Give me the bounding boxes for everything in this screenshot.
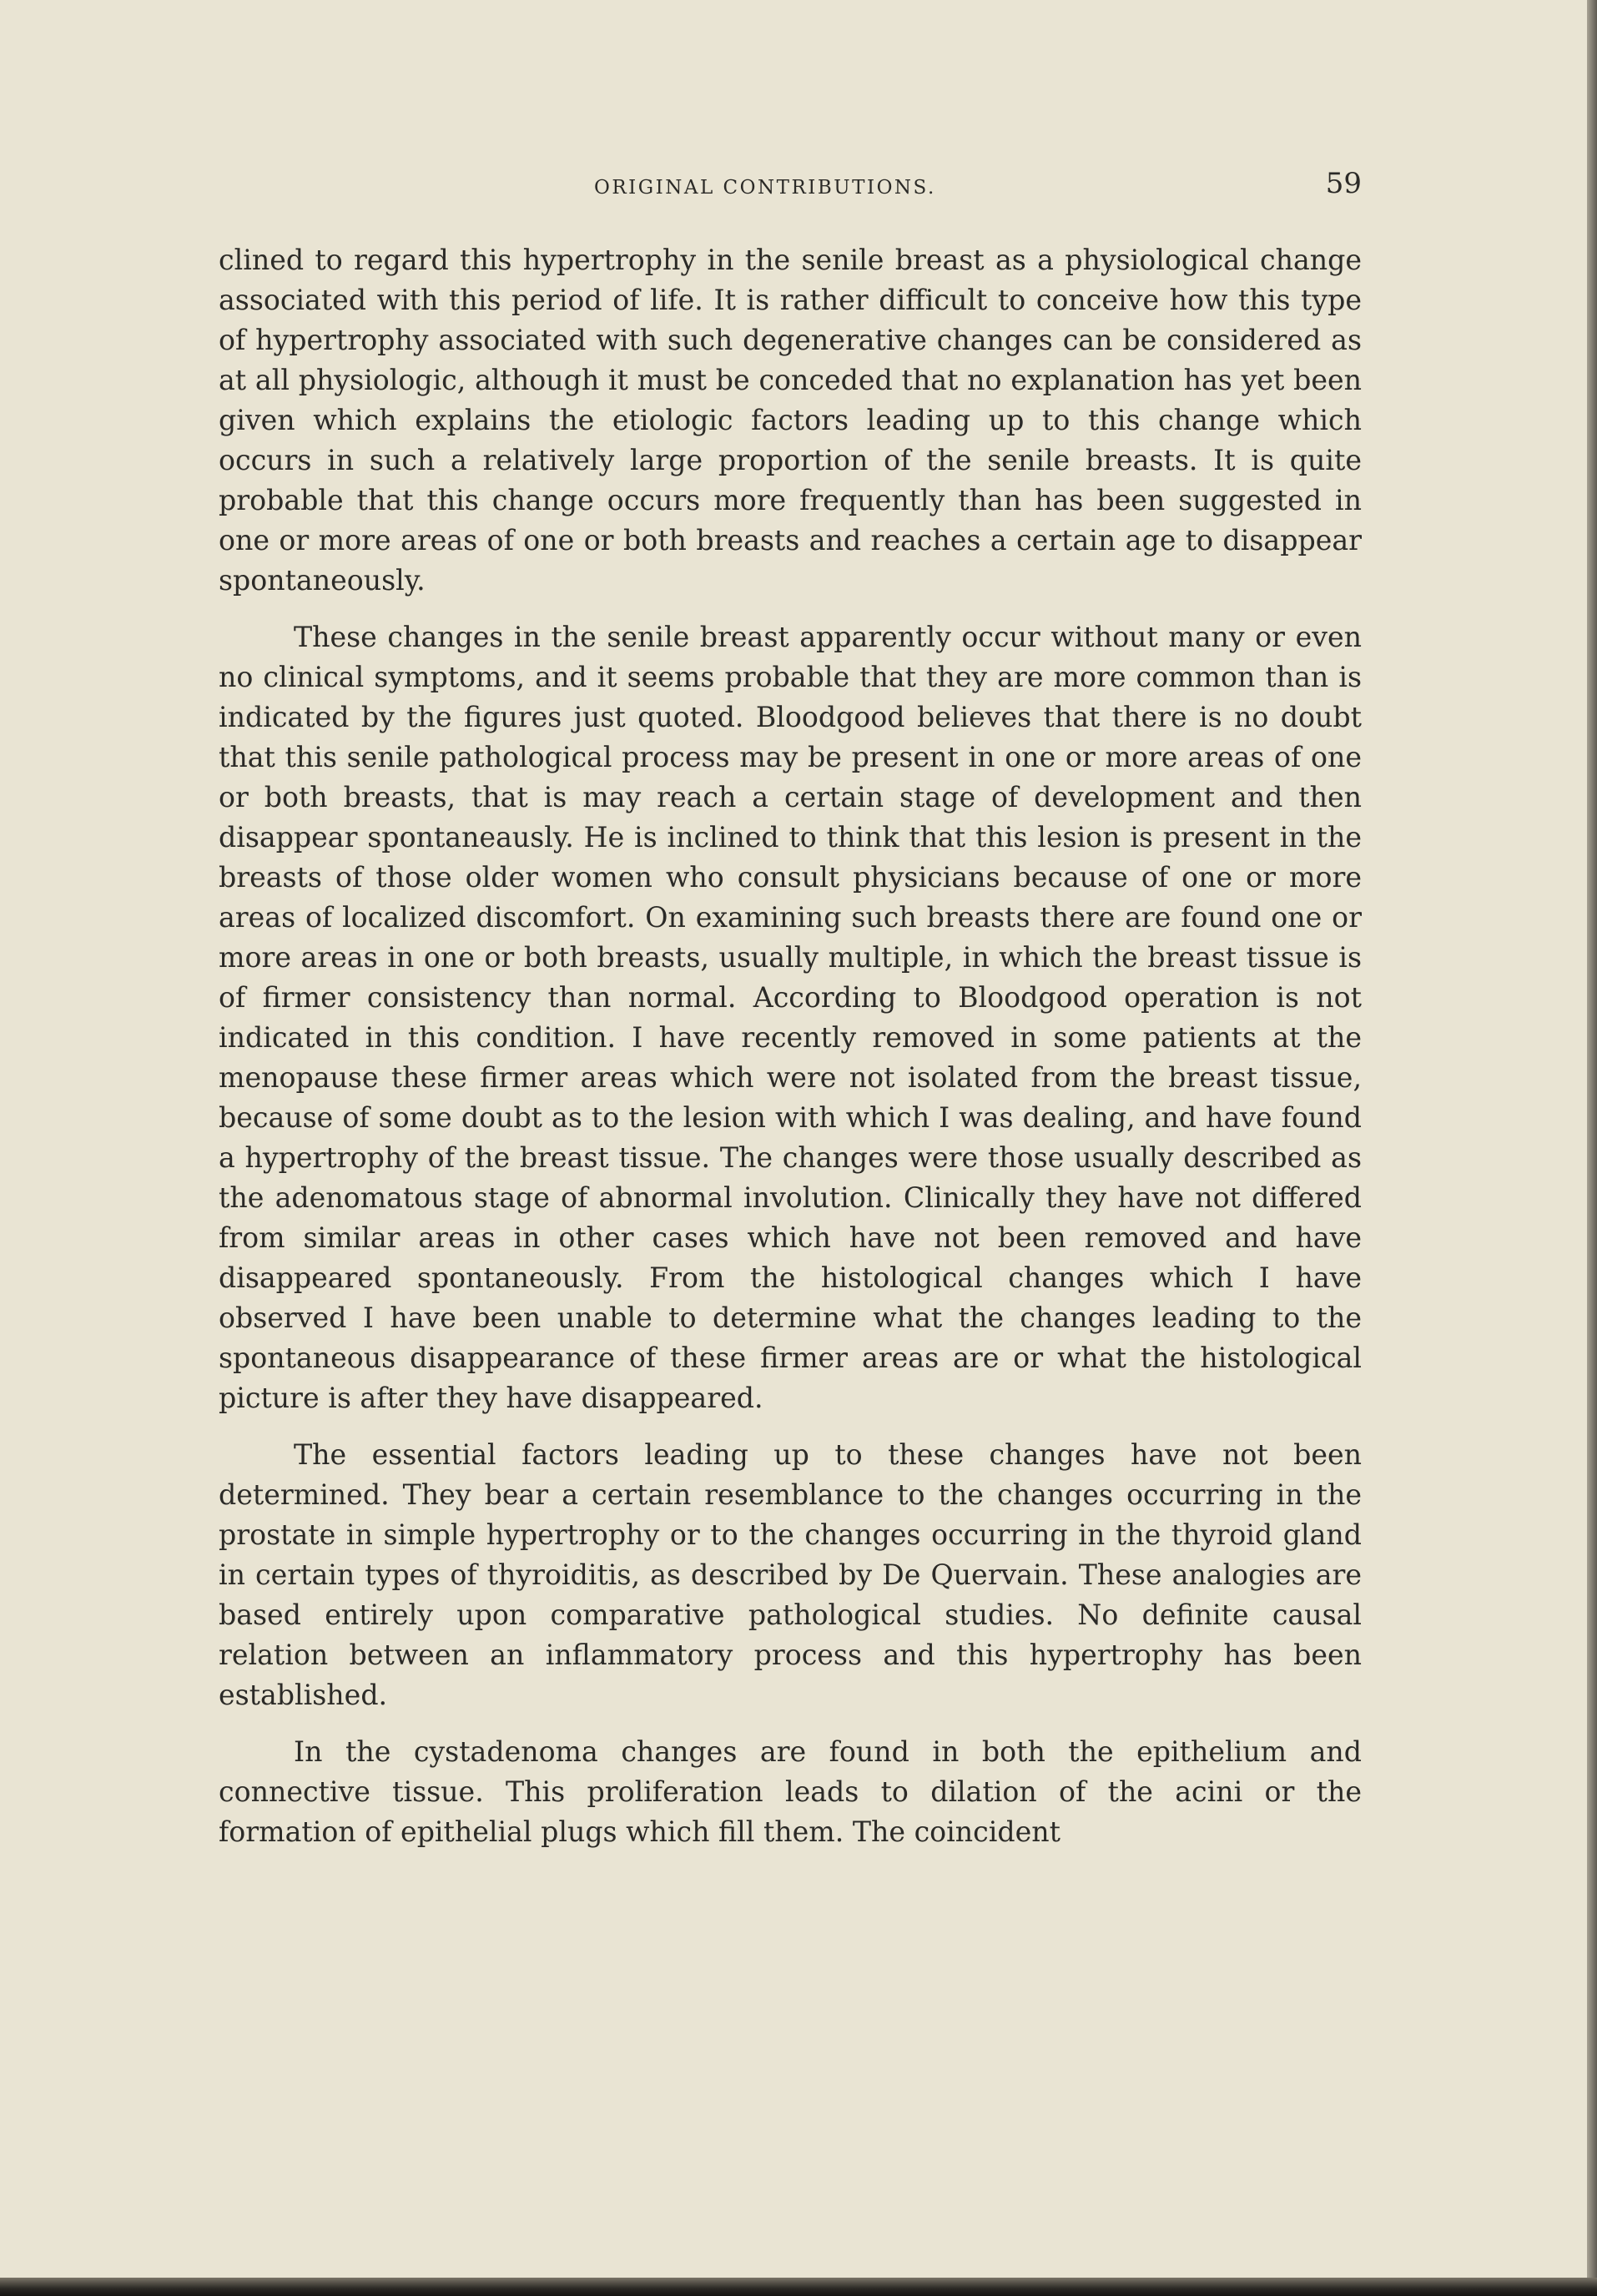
body-text (219, 240, 1362, 1852)
paragraph: clined to regard this hypertrophy in the senile breast as a physiological change associated with this period of life. It is rather difficult to conceive how this type of hypertrophy associated with such degenerative changes can be considered as at all physiologic, although it must be conceded that no explanation has yet been given which explains the etiologic factors leading up to this change which occurs in such a relatively large proportion of the senile breasts. It is quite probable that this change occurs more frequently than has been suggested in one or more areas of one or both breasts and reaches a certain age to disappear spontaneously. (219, 244, 1362, 597)
page-bottom-edge (0, 2278, 1597, 2296)
paragraph: In the cystadenoma changes are found in both the epithelium and connective tissue. This proliferation leads to dilation of the acini or the formation of epithelial plugs which fill them. The coincident (219, 1735, 1362, 1848)
book-page (219, 167, 1362, 1869)
page-number: 59 (1325, 167, 1362, 200)
paragraph: The essential factors leading up to these changes have not been determined. They bear a certain resemblance to the changes occurring in the prostate in simple hypertrophy or to the changes occurring in the thyroid gland in certain types of thyroiditis, as described by De Quervain. These analogies are based entirely upon comparative pathological studies. No definite causal relation between an inflammatory process and this hypertrophy has been established. (219, 1438, 1362, 1711)
paragraph: These changes in the senile breast apparently occur without many or even no clinical symptoms, and it seems probable that they are more common than is indicated by the figures just quoted. Bloodgood believes that there is no doubt that this senile pathological process may be present in one or more areas of one or both breasts, that is may reach a certain stage of development and then disappear spontaneausly. He is inclined to think that this lesion is present in the breasts of those older women who consult physicians because of one or more areas of localized discomfort. On examining such breasts there are found one or more areas in one or both breasts, usually multiple, in which the breast tissue is of firmer consistency than normal. According to Bloodgood operation is not indicated in this condition. I have recently removed in some patients at the menopause these firmer areas which were not isolated from the breast tissue, because of some doubt as to the lesion with which I was dealing, and have found a hypertrophy of the breast tissue. The changes were those usually described as the adenomatous stage of abnormal involution. Clinically they have not differed from similar areas in other cases which have not been removed and have disappeared spontaneously. From the histological changes which I have observed I have been unable to determine what the changes leading to the spontaneous disappearance of these firmer areas are or what the histological picture is after they have disappeared. (219, 621, 1362, 1414)
running-head-title: ORIGINAL CONTRIBUTIONS. (594, 177, 936, 199)
page-edge-shadow (1587, 0, 1597, 2296)
running-head (219, 167, 1362, 217)
